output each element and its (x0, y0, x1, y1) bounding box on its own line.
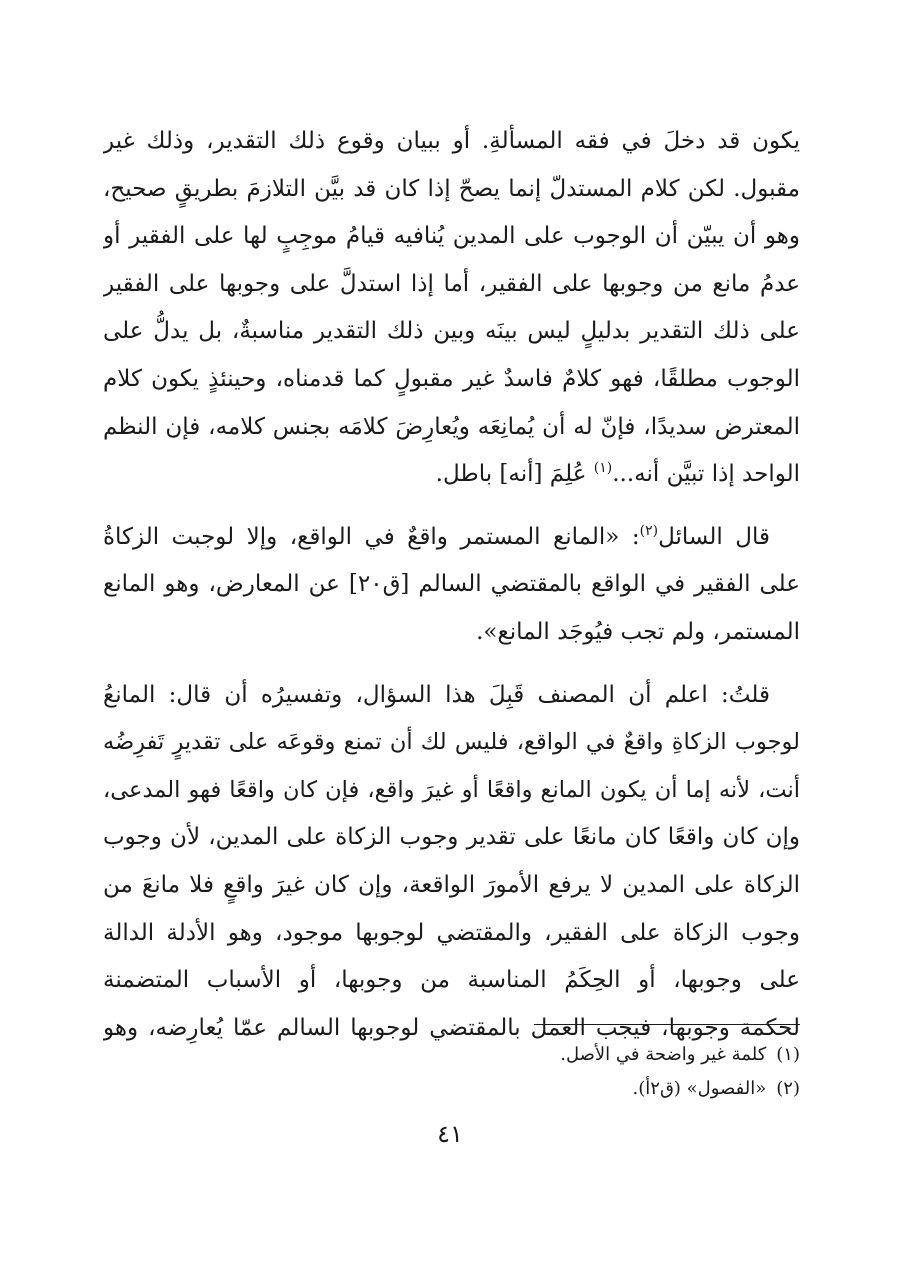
main-text (103, 118, 800, 1052)
text-line: الوجوب مطلقًا، فهو كلامٌ فاسدٌ غير مقبولٍ كما قدمناه، وحينئذٍ يكون كلام (103, 365, 800, 392)
footnotes (103, 1038, 800, 1106)
text-line: أنت، لأنه إما أن يكون المانع واقعًا أو غيرَ واقع، فإن كان واقعًا فهو المدعى، (103, 776, 800, 803)
text-line (103, 514, 800, 562)
footnote-divider (534, 1024, 800, 1025)
footnote-number: (٢) (776, 1078, 800, 1099)
footnote-ref: (٢) (639, 522, 659, 539)
text-line: الزكاة على المدين لا يرفع الأمورَ الواقعة، وإن كان غيرَ واقعٍ فلا مانعَ من (103, 871, 800, 898)
text-run: الواحد إذا تبيَّن أنه... (612, 461, 800, 488)
footnote-ref: (١) (593, 460, 613, 477)
footnote-number: (١) (776, 1044, 800, 1065)
text-line: على الفقير في الواقع بالمقتضي السالم [ق٢٠] عن المعارض، وهو المانع (103, 571, 800, 598)
paragraph (103, 672, 800, 1053)
text-run: : «المانع المستمر واقعٌ في الواقع، وإلا لوجبت الزكاةُ (103, 523, 640, 550)
footnote (103, 1072, 800, 1106)
text-line: مقبول. لكن كلام المستدلّ إنما يصحّ إذا كان قد بيَّن التلازمَ بطريقٍ صحيح، (103, 175, 800, 202)
text-line: لحكمة وجوبها، فيجب العمل بالمقتضي لوجوبها السالم عمّا يُعارِضه، وهو (103, 1014, 800, 1041)
paragraph (103, 514, 800, 657)
text-line: وهو أن يبيّن أن الوجوب على المدين يُنافيه قيامُ موجِبٍ لها على الفقير أو (103, 223, 800, 250)
paragraph (103, 118, 800, 499)
text-line: وإن كان واقعًا كان مانعًا على تقدير وجوب الزكاة على المدين، لأن وجوب (103, 824, 800, 851)
text-line: المعترض سديدًا، فإنّ له أن يُمانِعَه ويُعارِضَ كلامَه بجنس كلامه، فإن النظم (103, 413, 800, 440)
text-line (103, 451, 800, 499)
footnote-text: «الفصول» (ق٢أ). (632, 1078, 767, 1099)
text-line: عدمُ مانع من وجوبها على الفقير، أما إذا استدلَّ على وجوبها على الفقير (103, 270, 800, 297)
text-line: يكون قد دخلَ في فقه المسألةِ. أو ببيان وقوع ذلك التقدير، وذلك غير (103, 128, 800, 154)
text-line: على ذلك التقدير بدليلٍ ليس بينَه وبين ذلك التقدير مناسبةٌ، بل يدلُّ على (103, 318, 800, 345)
footnote (103, 1038, 800, 1072)
text-run: عُلِمَ [أنه] باطل. (435, 461, 594, 488)
text-line: على وجوبها، أو الحِكَمُ المناسبة من وجوبها، أو الأسباب المتضمنة (103, 967, 800, 994)
footnote-text: كلمة غير واضحة في الأصل. (560, 1044, 767, 1065)
text-line: لوجوب الزكاةِ واقعٌ في الواقع، فليس لك أن تمنع وقوعَه على تقديرٍ تَفرِضُه (103, 729, 800, 756)
text-run: قال السائل (658, 523, 770, 550)
text-line: قلتُ: اعلم أن المصنف قَبِلَ هذا السؤال، وتفسيرُه أن قال: المانعُ (103, 681, 770, 708)
text-line: المستمر، ولم تجب فيُوجَد المانع». (476, 618, 800, 645)
page-number: ٤١ (437, 1120, 463, 1148)
text-line: وجوب الزكاة على الفقير، والمقتضي لوجوبها موجود، وهو الأدلة الدالة (103, 919, 800, 946)
